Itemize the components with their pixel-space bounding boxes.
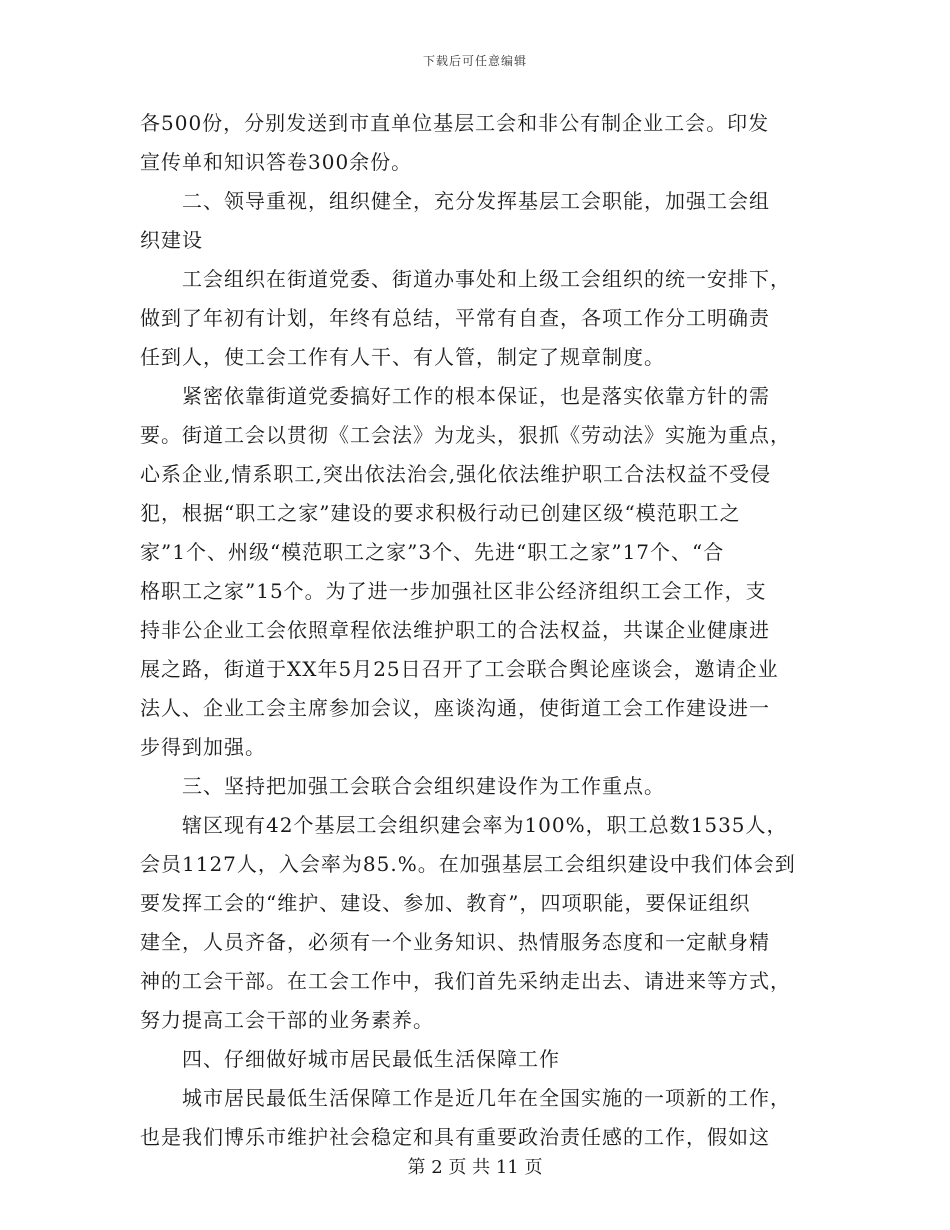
body-line: 也是我们博乐市维护社会稳定和具有重要政治责任感的工作，假如这	[140, 1125, 770, 1149]
body-line: 格职工之家”15个。为了进一步加强社区非公经济组织工会工作，支	[140, 579, 767, 603]
page-number-footer: 第 2 页 共 11 页	[407, 1157, 543, 1178]
body-line: 辖区现有42个基层工会组织建会率为100%，职工总数1535人，	[140, 813, 788, 837]
body-line: 任到人，使工会工作有人干、有人管，制定了规章制度。	[140, 345, 665, 369]
section-heading: 四、仔细做好城市居民最低生活保障工作	[140, 1047, 560, 1071]
section-heading: 三、坚持把加强工会联合会组织建设作为工作重点。	[140, 774, 665, 798]
body-line: 各500份，分别发送到市直单位基层工会和非公有制企业工会。印发	[140, 111, 770, 135]
body-line: 城市居民最低生活保障工作是近几年在全国实施的一项新的工作，	[140, 1086, 791, 1110]
body-line: 努力提高工会干部的业务素养。	[140, 1008, 434, 1032]
body-line: 犯，根据“职工之家”建设的要求积极行动已创建区级“模范职工之	[140, 501, 741, 525]
body-line: 神的工会干部。在工会工作中，我们首先采纳走出去、请进来等方式，	[140, 969, 791, 993]
body-line: 心系企业,情系职工,突出依法治会,强化依法维护职工合法权益不受侵	[140, 462, 772, 486]
body-line: 持非公企业工会依照章程依法维护职工的合法权益，共谋企业健康进	[140, 618, 770, 642]
body-line: 工会组织在街道党委、街道办事处和上级工会组织的统一安排下，	[140, 267, 791, 291]
body-line: 展之路，街道于XX年5月25日召开了工会联合舆论座谈会，邀请企业	[140, 657, 779, 681]
page-header: 下载后可任意编辑	[422, 54, 527, 68]
body-line: 做到了年初有计划，年终有总结，平常有自查，各项工作分工明确责	[140, 306, 770, 330]
body-line: 家”1个、州级“模范职工之家”3个、先进“职工之家”17个、“合	[140, 540, 725, 564]
body-line: 要。街道工会以贯彻《工会法》为龙头，狠抓《劳动法》实施为重点，	[140, 423, 791, 447]
body-line: 步得到加强。	[140, 735, 266, 759]
body-line: 建全，人员齐备，必须有一个业务知识、热情服务态度和一定献身精	[140, 930, 770, 954]
section-heading: 织建设	[140, 228, 203, 252]
document-body	[140, 104, 812, 1157]
body-line: 紧密依靠街道党委搞好工作的根本保证，也是落实依靠方针的需	[140, 384, 770, 408]
body-line: 要发挥工会的“维护、建设、参加、教育”，四项职能，要保证组织	[140, 891, 751, 915]
body-line: 法人、企业工会主席参加会议，座谈沟通，使街道工会工作建设进一	[140, 696, 770, 720]
body-line: 会员1127人，入会率为85.%。在加强基层工会组织建设中我们体会到	[140, 852, 796, 876]
section-heading: 二、领导重视，组织健全，充分发挥基层工会职能，加强工会组	[140, 189, 770, 213]
body-line: 宣传单和知识答卷300余份。	[140, 150, 413, 174]
